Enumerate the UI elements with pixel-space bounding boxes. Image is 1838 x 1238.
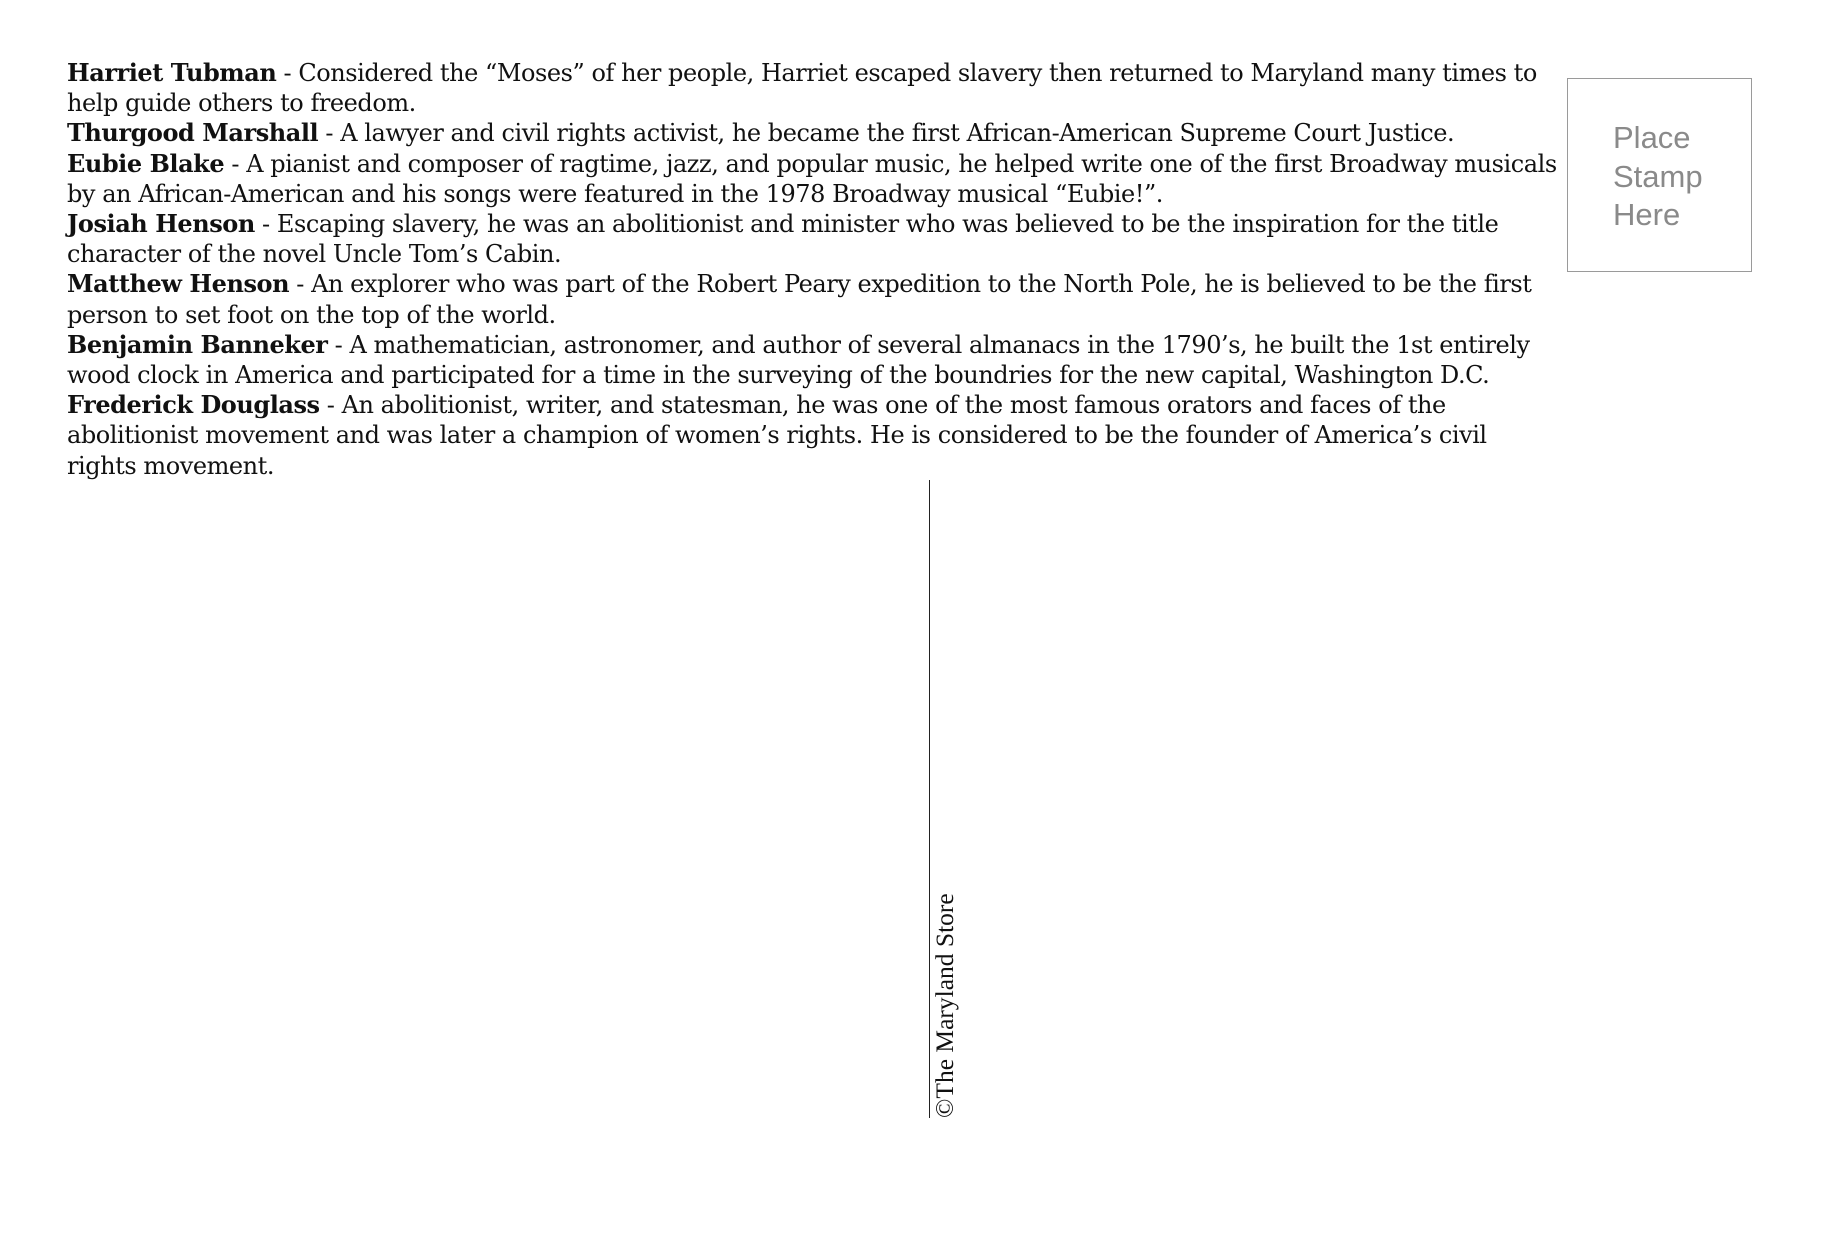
- bio-name: Matthew Henson: [67, 269, 290, 299]
- stamp-placeholder-box: [1567, 78, 1752, 272]
- bio-name: Thurgood Marshall: [67, 118, 319, 148]
- bio-text: - Escaping slavery, he was an abolitionist and minister who was believed to be the inspiration for the title character of the novel Uncle Tom’s Cabin.: [67, 210, 1499, 269]
- biographies-list: [67, 58, 1563, 481]
- bio-name: Eubie Blake: [67, 148, 225, 178]
- bio-benjamin-banneker: [67, 330, 1563, 390]
- bio-thurgood-marshall: [67, 118, 1563, 148]
- bio-name: Harriet Tubman: [67, 58, 277, 87]
- bio-name: Josiah Henson: [67, 209, 255, 239]
- bio-harriet-tubman: [67, 58, 1563, 118]
- bio-text: - A pianist and composer of ragtime, jazz, and popular music, he helped write one of the first Broadway musicals by an African-American and his songs were featured in the 1978 Broadway musical “Eubie!”.: [67, 149, 1557, 208]
- bio-text: - Considered the “Moses” of her people, Harriet escaped slavery then returned to Maryland many times to help guide others to freedom.: [67, 59, 1537, 118]
- bio-text: - An abolitionist, writer, and statesman, he was one of the most famous orators and faces of the abolitionist movement and was later a champion of women’s rights. He is considered to be the founder of America’s civil rights movement.: [67, 391, 1487, 480]
- bio-josiah-henson: [67, 209, 1563, 269]
- stamp-placeholder-label: Place Stamp Here: [1613, 120, 1703, 232]
- bio-name: Frederick Douglass: [67, 390, 320, 420]
- copyright-notice: ©The Maryland Store: [930, 893, 959, 1118]
- bio-name: Benjamin Banneker: [67, 329, 328, 359]
- bio-frederick-douglass: [67, 390, 1563, 481]
- bio-text: - An explorer who was part of the Robert Peary expedition to the North Pole, he is believed to be the first person to set foot on the top of the world.: [67, 270, 1532, 329]
- bio-matthew-henson: [67, 269, 1563, 329]
- bio-text: - A lawyer and civil rights activist, he became the first African-American Supreme Court Justice.: [318, 119, 1455, 148]
- bio-eubie-blake: [67, 149, 1563, 209]
- bio-text: - A mathematician, astronomer, and author of several almanacs in the 1790’s, he built the 1st entirely wood clock in America and participated for a time in the surveying of the boundries for the new capital, Washington D.C.: [67, 330, 1530, 390]
